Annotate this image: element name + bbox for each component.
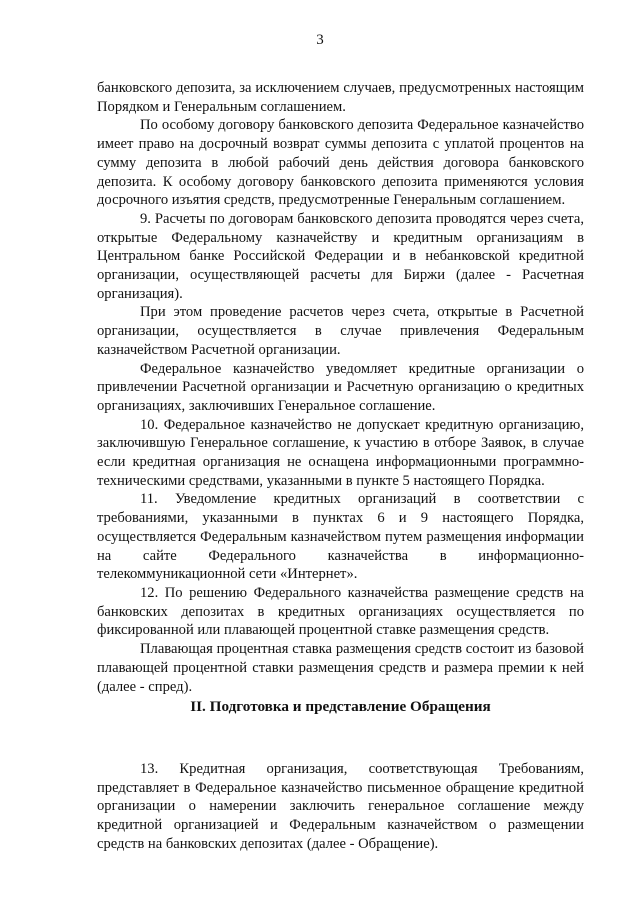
paragraph: При этом проведение расчетов через счета, открытые в Расчетной организации, осуществляется в случае привлечения Федеральным казначейством Расчетной организации. [97,304,584,358]
page-number: 3 [316,32,324,48]
paragraph: 9. Расчеты по договорам банковского депозита проводятся через счета, открытые Федеральному казначейству и кредитным организациям в Центральном банке Российской Федерации и в небанковской кредитной организации, осуществляющей расчеты для Биржи (далее - Расчетная организация). [97,210,584,302]
paragraph: 10. Федеральное казначейство не допускает кредитную организацию, заключившую Генеральное соглашение, к участию в отборе Заявок, в случае если кредитная организация не оснащена информационными программно-техническими средствами, указанными в пункте 5 настоящего Порядка. [97,416,584,489]
paragraph: По особому договору банковского депозита Федеральное казначейство имеет право на досрочный возврат суммы депозита с уплатой процентов на сумму депозита в любой рабочий день действия договора банковского депозита. К особому договору банковского депозита применяются условия досрочного изъятия средств, предусмотренные Генеральным соглашением. [97,117,584,209]
paragraph: Плавающая процентная ставка размещения средств состоит из базовой плавающей процентной ставки размещения средств и размера премии к ней (далее - спред). [97,641,584,695]
paragraph: Федеральное казначейство уведомляет кредитные организации о привлечении Расчетной организации и Расчетную организацию о кредитных организациях, заключивших Генеральное соглашение. [97,360,584,414]
paragraph: 11. Уведомление кредитных организаций в соответствии с требованиями, указанными в пунктах 6 и 9 настоящего Порядка, осуществляется Федеральным казначейством путем размещения информации на сайте Федерального казначейства в информационно-телекоммуникационной сети «Интернет». [97,491,584,583]
paragraph: 12. По решению Федерального казначейства размещение средств на банковских депозитах в кредитных организациях осуществляется по фиксированной или плавающей процентной ставке размещения средств. [97,584,584,639]
section-title: II. Подготовка и представление Обращения [190,698,491,715]
paragraph: банковского депозита, за исключением случаев, предусмотренных настоящим Порядком и Генеральным соглашением. [97,80,584,115]
body-text-upper [97,79,584,696]
paragraph: 13. Кредитная организация, соответствующая Требованиям, представляет в Федеральное казначейство письменное обращение кредитной организации о намерении заключить генеральное соглашение между кредитной организацией и Федеральным казначейством о размещении средств на банковских депозитах (далее - Обращение). [97,761,584,852]
body-text-lower [97,760,584,854]
